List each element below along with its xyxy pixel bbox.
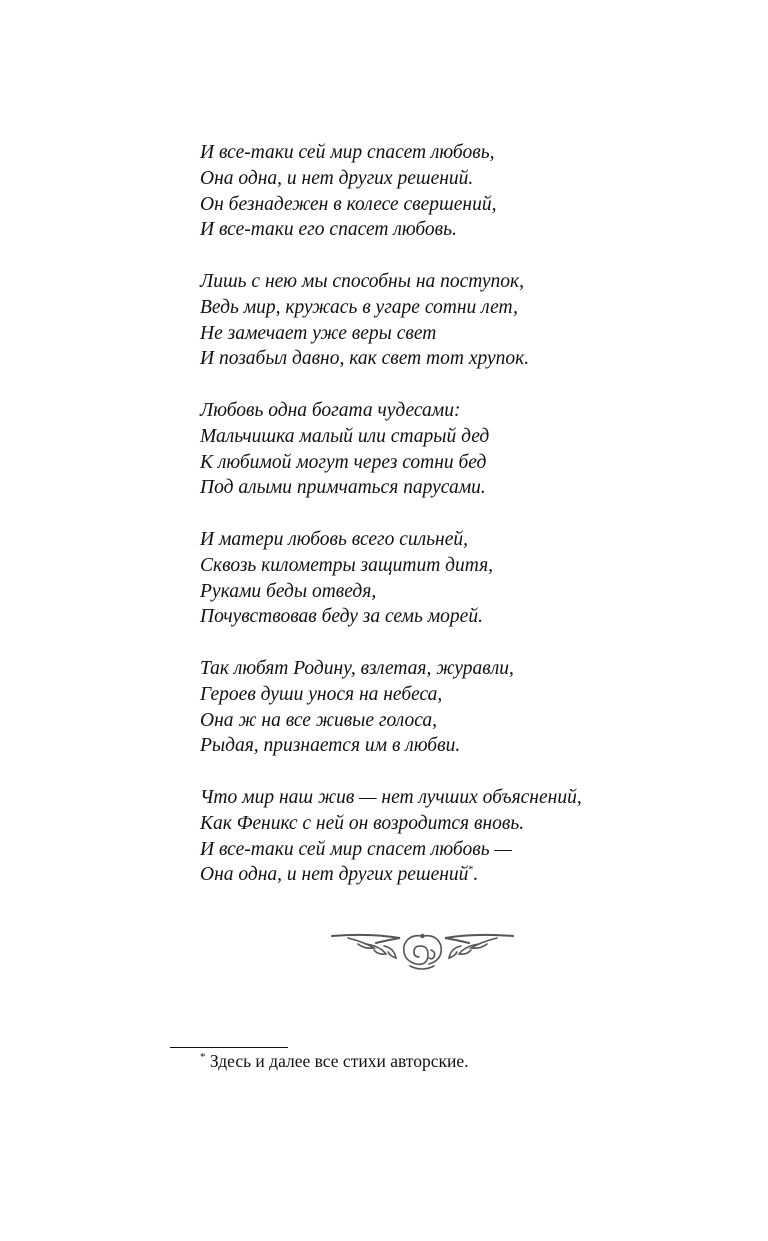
poem-line: И позабыл давно, как свет тот хрупок. [200, 348, 530, 370]
footnote-text: Здесь и далее все стихи авторские. [205, 1051, 469, 1071]
stanza-5 [200, 656, 720, 759]
poem-line: И все-таки его спасет любовь. [200, 219, 457, 241]
poem-line: Сквозь километры защитит дитя, [200, 554, 494, 576]
footnote [200, 1049, 700, 1073]
poem-line: Ведь мир, кружась в угаре сотни лет, [200, 296, 518, 318]
poem-line: Она ж на все живые голоса, [200, 709, 438, 731]
poem-line: Не замечает уже веры свет [200, 322, 437, 344]
poem-line: К любимой могут через сотни бед [200, 451, 487, 473]
stanza-6 [200, 785, 720, 888]
stanza-3 [200, 398, 720, 501]
poem-line: Как Феникс с ней он возродится вновь. [200, 812, 525, 834]
poem-line: Рыдая, признается им в любви. [200, 735, 461, 757]
poem-line: Она одна, и нет других решений. [200, 167, 474, 189]
poem-line: И все-таки сей мир спасет любовь — [200, 838, 512, 860]
poem [200, 140, 720, 914]
poem-line: Так любят Родину, взлетая, журавли, [200, 657, 514, 679]
scroll-flourish-icon [330, 924, 515, 974]
poem-line: Он безнадежен в колесе свершений, [200, 193, 497, 215]
poem-line: Героев души унося на небеса, [200, 683, 443, 705]
poem-line: Почувствовав беду за семь морей. [200, 606, 483, 628]
stanza-4 [200, 527, 720, 630]
footnote-divider [170, 1047, 288, 1048]
poem-line: Что мир наш жив — нет лучших объяснений, [200, 786, 582, 808]
poem-line: И матери любовь всего сильней, [200, 528, 469, 550]
footnote-mark: * [200, 1051, 206, 1064]
footnote-reference[interactable]: * [468, 864, 474, 876]
poem-line: Лишь с нею мы способны на поступок, [200, 270, 525, 292]
poem-line-text: Она одна, и нет других решений [200, 864, 469, 886]
poem-last-line: Она одна, и нет других решений*. [200, 864, 479, 886]
poem-line: Мальчишка малый или старый дед [200, 425, 490, 447]
stanza-2 [200, 269, 720, 372]
poem-line: Под алыми примчаться парусами. [200, 477, 486, 499]
poem-line: И все-таки сей мир спасет любовь, [200, 142, 495, 163]
poem-line: Любовь одна богата чудесами: [200, 399, 461, 421]
poem-line: Руками беды отведя, [200, 580, 377, 602]
stanza-1 [200, 140, 720, 243]
